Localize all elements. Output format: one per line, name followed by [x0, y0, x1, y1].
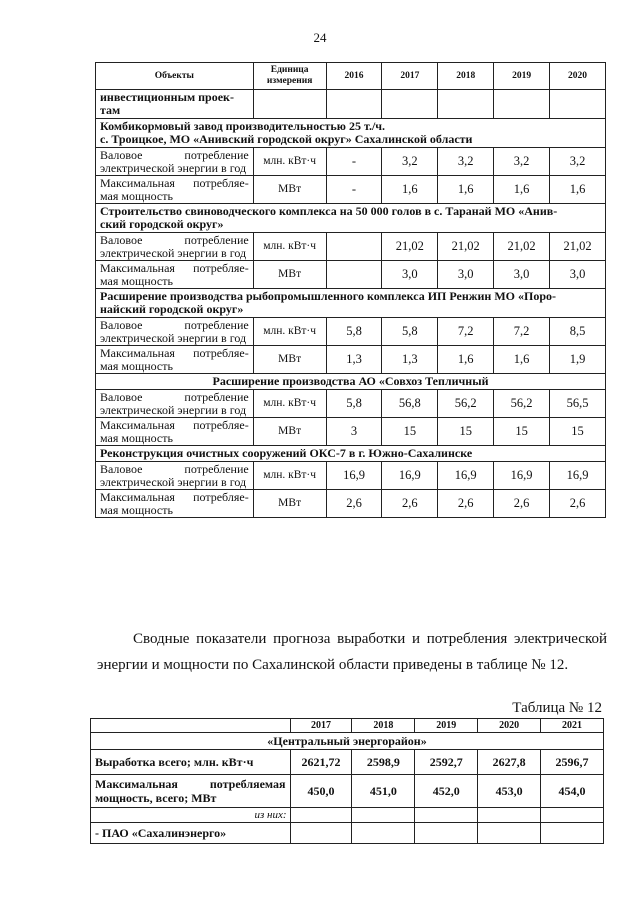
header-objects: Объекты: [96, 63, 254, 90]
value-cell: 56,2: [438, 390, 494, 418]
indicator-row: [96, 176, 606, 204]
value-cell: 2592,7: [415, 750, 478, 775]
subheader-row: [91, 808, 604, 823]
section-title-row: [96, 119, 606, 148]
value-cell: 7,2: [438, 318, 494, 346]
value-cell: 21,02: [550, 233, 606, 261]
header-year: 2018: [438, 63, 494, 90]
value-cell: 16,9: [494, 462, 550, 490]
table-consumers: [95, 62, 606, 518]
value-cell: 2,6: [326, 490, 382, 518]
value-cell: 2,6: [382, 490, 438, 518]
value-cell: 15: [438, 418, 494, 446]
unit-cell: млн. кВт·ч: [253, 390, 326, 418]
section-title-row: [96, 374, 606, 390]
indicator-label: Максимальная потребляе-мая мощность: [96, 346, 254, 374]
value-cell: 5,8: [326, 390, 382, 418]
value-cell: 1,6: [550, 176, 606, 204]
value-cell: 1,3: [382, 346, 438, 374]
value-cell: [326, 233, 382, 261]
row-label: Максимальная потребляемая мощность, всего; МВт: [91, 775, 291, 808]
value-cell: 3,2: [438, 148, 494, 176]
empty-cell: [290, 823, 352, 844]
indicator-label: Валовое потребление электрической энергии в год: [96, 148, 254, 176]
indicator-label: Максимальная потребляе-мая мощность: [96, 418, 254, 446]
header-year: 2018: [352, 719, 415, 733]
section-title: Расширение производства рыбопромышленного комплекса ИП Ренжин МО «Поро- найский городской округ»: [96, 289, 606, 318]
unit-cell: МВт: [253, 418, 326, 446]
row-label: Выработка всего; млн. кВт·ч: [91, 750, 291, 775]
summary-paragraph: Сводные показатели прогноза выработки и потребления электрической энергии и мощности по Сахалинской области приведены в таблице № 12.: [97, 631, 607, 673]
empty-cell: [478, 823, 541, 844]
value-cell: 3: [326, 418, 382, 446]
value-cell: 2,6: [438, 490, 494, 518]
header-year: 2019: [415, 719, 478, 733]
unit-cell: МВт: [253, 176, 326, 204]
indicator-row: [96, 346, 606, 374]
table-header-row: [96, 63, 606, 90]
unit-cell: МВт: [253, 346, 326, 374]
indicator-label: Максимальная потребляе-мая мощность: [96, 261, 254, 289]
unit-cell: млн. кВт·ч: [253, 233, 326, 261]
indicator-row: [96, 318, 606, 346]
empty-cell: [415, 823, 478, 844]
table-12: [90, 718, 604, 844]
value-cell: 1,6: [494, 176, 550, 204]
header-year: 2017: [382, 63, 438, 90]
value-cell: 15: [550, 418, 606, 446]
value-cell: 21,02: [438, 233, 494, 261]
value-cell: 56,8: [382, 390, 438, 418]
indicator-label: Валовое потребление электрической энергии в год: [96, 390, 254, 418]
section-title-row: [96, 446, 606, 462]
value-cell: 2598,9: [352, 750, 415, 775]
value-cell: 5,8: [382, 318, 438, 346]
value-cell: 3,2: [550, 148, 606, 176]
section-title: Строительство свиноводческого комплекса на 50 000 голов в с. Таранай МО «Анив- ский городской округ»: [96, 204, 606, 233]
table2-row: [91, 823, 604, 844]
value-cell: 8,5: [550, 318, 606, 346]
value-cell: 16,9: [382, 462, 438, 490]
empty-cell: [541, 823, 604, 844]
empty-cell: [438, 90, 494, 119]
value-cell: 3,0: [382, 261, 438, 289]
value-cell: 1,3: [326, 346, 382, 374]
empty-cell: [91, 719, 291, 733]
value-cell: 3,0: [494, 261, 550, 289]
indicator-row: [96, 233, 606, 261]
indicator-row: [96, 418, 606, 446]
empty-cell: [541, 808, 604, 823]
value-cell: 1,6: [382, 176, 438, 204]
empty-cell: [352, 808, 415, 823]
region-row: [91, 733, 604, 750]
continuation-label: инвестиционным проек- там: [96, 90, 254, 119]
indicator-row: [96, 390, 606, 418]
value-cell: 15: [494, 418, 550, 446]
unit-cell: млн. кВт·ч: [253, 462, 326, 490]
value-cell: -: [326, 148, 382, 176]
header-unit: Единица измерения: [253, 63, 326, 90]
indicator-row: [96, 148, 606, 176]
empty-cell: [290, 808, 352, 823]
empty-cell: [415, 808, 478, 823]
value-cell: 2627,8: [478, 750, 541, 775]
value-cell: 16,9: [438, 462, 494, 490]
table2-row: [91, 750, 604, 775]
unit-cell: млн. кВт·ч: [253, 148, 326, 176]
unit-cell: млн. кВт·ч: [253, 318, 326, 346]
value-cell: [326, 261, 382, 289]
value-cell: 2596,7: [541, 750, 604, 775]
unit-cell: МВт: [253, 261, 326, 289]
section-title: Реконструкция очистных сооружений ОКС-7 в г. Южно-Сахалинске: [96, 446, 606, 462]
header-year: 2016: [326, 63, 382, 90]
indicator-row: [96, 261, 606, 289]
empty-cell: [352, 823, 415, 844]
header-year: 2019: [494, 63, 550, 90]
empty-cell: [253, 90, 326, 119]
subheader-label: из них:: [91, 808, 291, 823]
header-year: 2020: [550, 63, 606, 90]
value-cell: 1,6: [438, 346, 494, 374]
value-cell: 453,0: [478, 775, 541, 808]
value-cell: -: [326, 176, 382, 204]
empty-cell: [382, 90, 438, 119]
value-cell: 15: [382, 418, 438, 446]
unit-cell: МВт: [253, 490, 326, 518]
value-cell: 16,9: [326, 462, 382, 490]
value-cell: 3,2: [494, 148, 550, 176]
table-caption: Таблица № 12: [512, 700, 602, 716]
empty-cell: [494, 90, 550, 119]
section-title-row: [96, 204, 606, 233]
indicator-row: [96, 490, 606, 518]
table2-row: [91, 775, 604, 808]
value-cell: 1,9: [550, 346, 606, 374]
value-cell: 3,2: [382, 148, 438, 176]
value-cell: 21,02: [382, 233, 438, 261]
indicator-label: Валовое потребление электрической энергии в год: [96, 318, 254, 346]
region-title: «Центральный энергорайон»: [91, 733, 604, 750]
table2-header-row: [91, 719, 604, 733]
value-cell: 21,02: [494, 233, 550, 261]
section-title: Комбикормовый завод производительностью 25 т./ч. с. Троицкое, МО «Анивский городской округ» Сахалинской области: [96, 119, 606, 148]
value-cell: 450,0: [290, 775, 352, 808]
continuation-row: [96, 90, 606, 119]
value-cell: 451,0: [352, 775, 415, 808]
value-cell: 2,6: [550, 490, 606, 518]
section-title-row: [96, 289, 606, 318]
indicator-row: [96, 462, 606, 490]
value-cell: 7,2: [494, 318, 550, 346]
value-cell: 5,8: [326, 318, 382, 346]
value-cell: 454,0: [541, 775, 604, 808]
indicator-label: Максимальная потребляе-мая мощность: [96, 490, 254, 518]
value-cell: 2621,72: [290, 750, 352, 775]
value-cell: 1,6: [494, 346, 550, 374]
indicator-label: Валовое потребление электрической энергии в год: [96, 233, 254, 261]
indicator-label: Максимальная потребляе-мая мощность: [96, 176, 254, 204]
header-year: 2017: [290, 719, 352, 733]
empty-cell: [326, 90, 382, 119]
indicator-label: Валовое потребление электрической энергии в год: [96, 462, 254, 490]
empty-cell: [478, 808, 541, 823]
value-cell: 452,0: [415, 775, 478, 808]
value-cell: 56,5: [550, 390, 606, 418]
row-label: - ПАО «Сахалинэнерго»: [91, 823, 291, 844]
value-cell: 3,0: [438, 261, 494, 289]
value-cell: 16,9: [550, 462, 606, 490]
header-year: 2020: [478, 719, 541, 733]
value-cell: 3,0: [550, 261, 606, 289]
empty-cell: [550, 90, 606, 119]
page-number: 24: [313, 30, 327, 45]
value-cell: 1,6: [438, 176, 494, 204]
value-cell: 2,6: [494, 490, 550, 518]
header-year: 2021: [541, 719, 604, 733]
value-cell: 56,2: [494, 390, 550, 418]
section-title: Расширение производства АО «Совхоз Тепличный: [96, 374, 606, 390]
